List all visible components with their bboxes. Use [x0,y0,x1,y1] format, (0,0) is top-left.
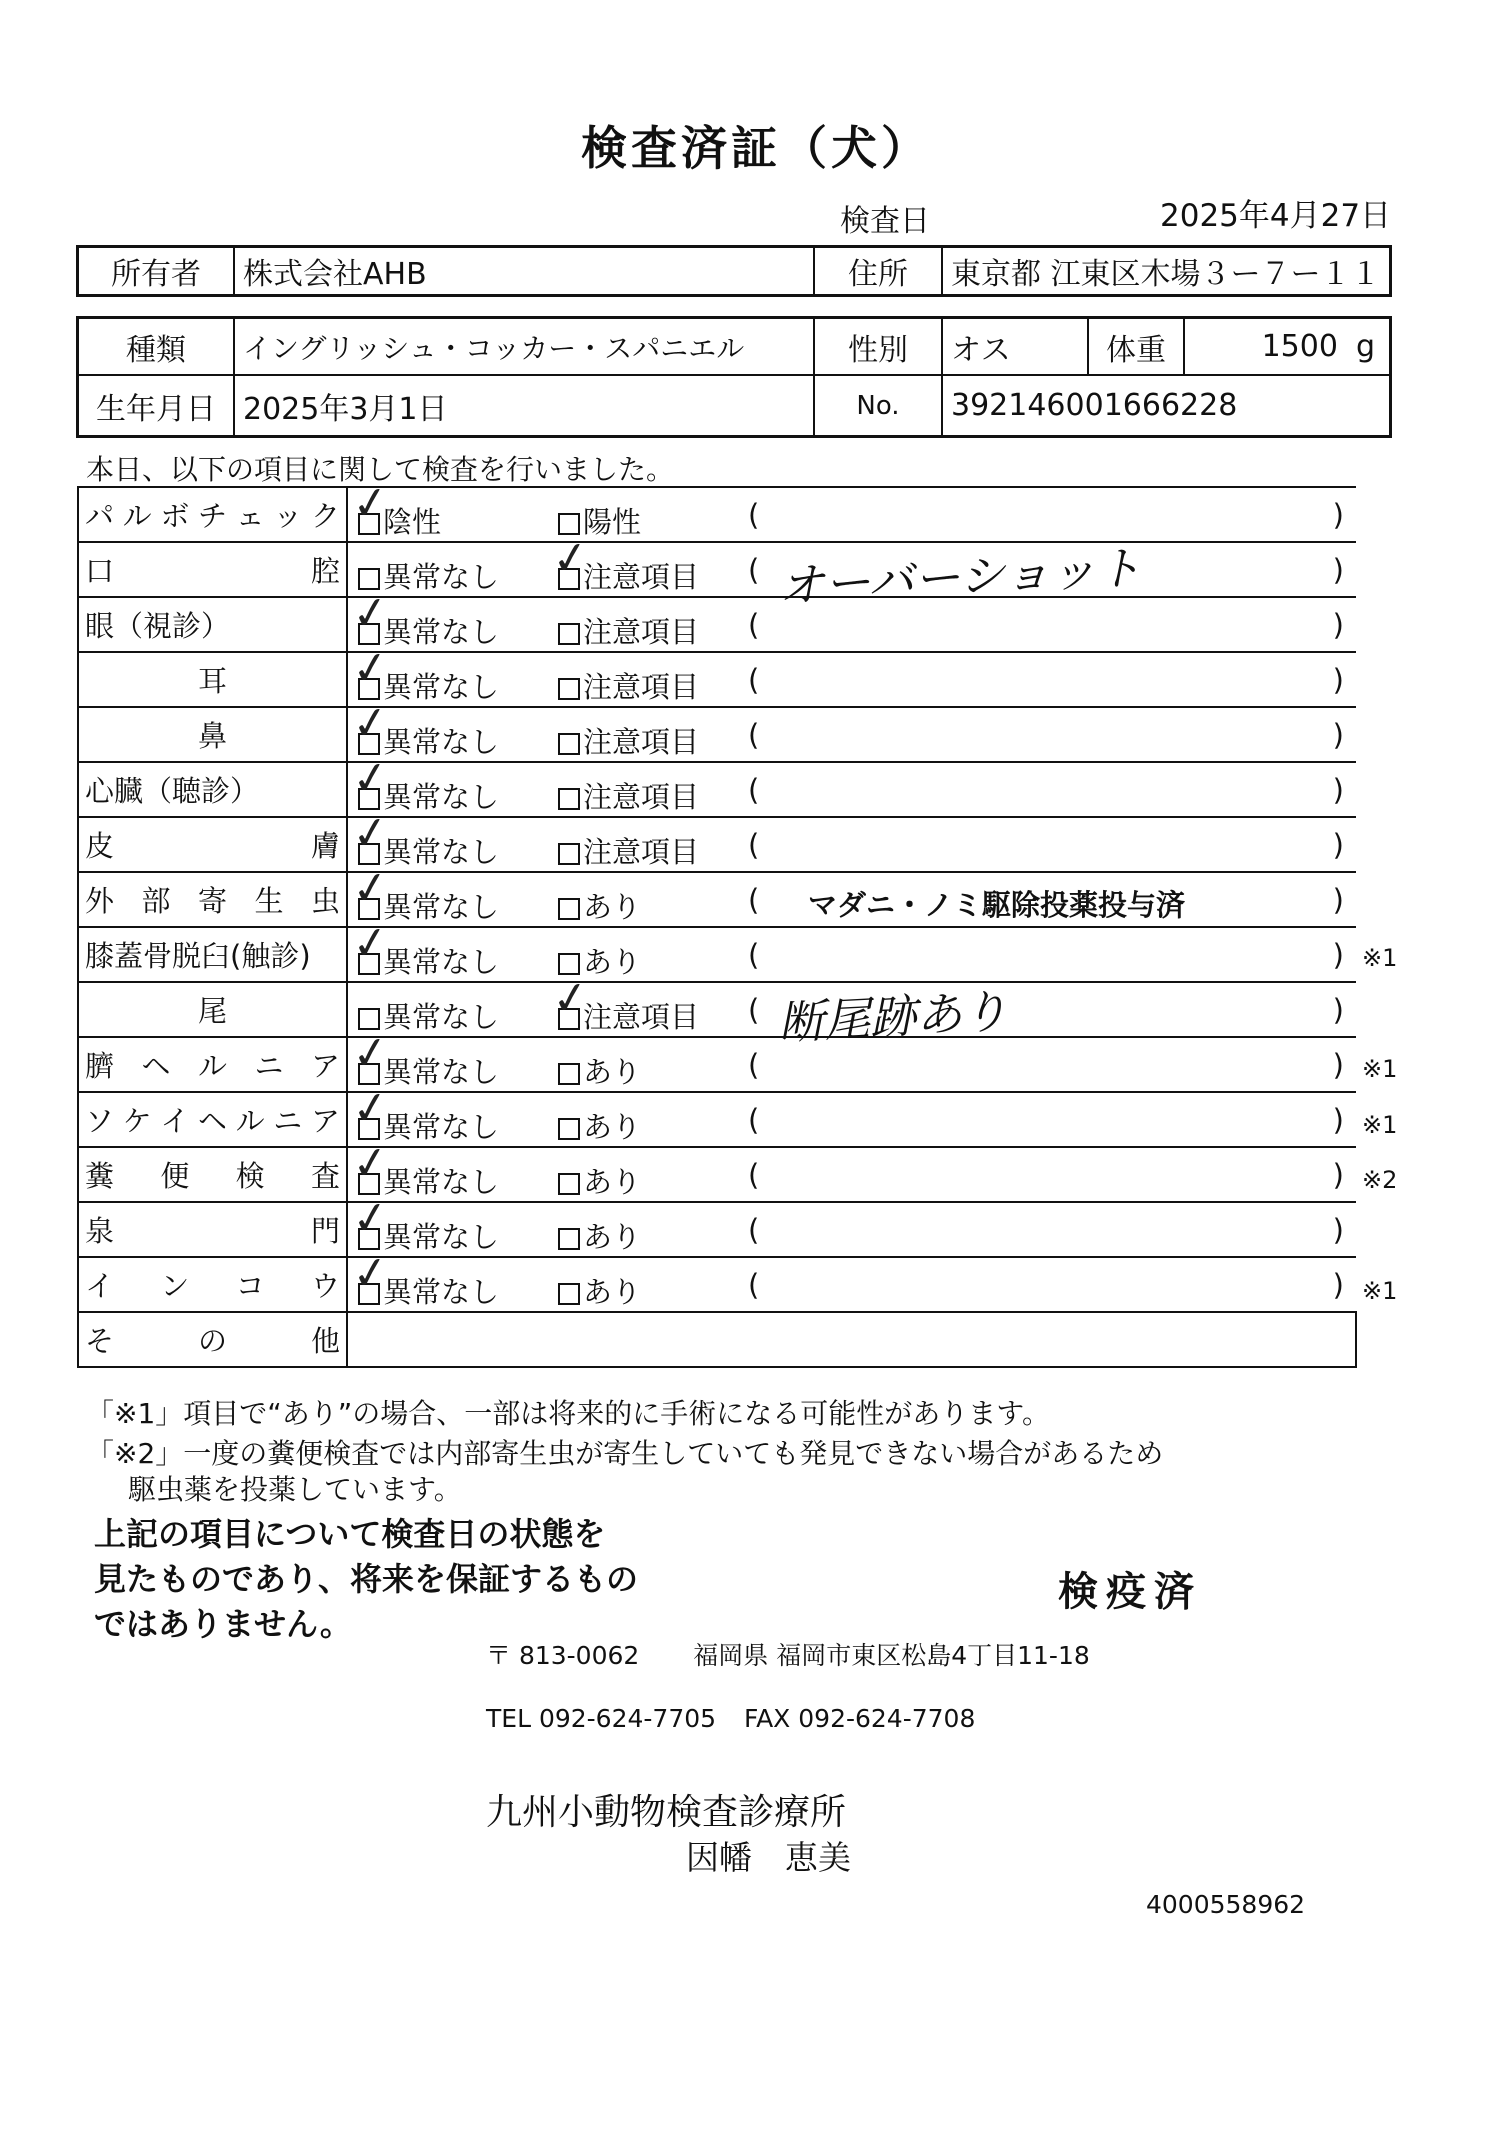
exam-date: 2025年4月27日 [1160,198,1392,234]
paren-close: ) [1332,828,1344,862]
table-row [78,1257,1356,1312]
label-char: 査 [310,1159,340,1193]
label-char: 生 [254,884,284,918]
label-char: 糞 [85,1159,115,1193]
checkbox-icon [558,1283,580,1305]
option-2-label: 注意項目 [583,670,700,704]
footnote-2-cont: 駆虫薬を投薬しています。 [128,1473,462,1506]
exam-result [347,1245,1356,1312]
clinic-address [486,1636,1090,1672]
option-1-label: 異常なし [383,725,500,759]
paren-open: ( [748,718,760,752]
fax: FAX 092-624-7708 [744,1704,976,1733]
checkbox-icon [558,1063,580,1085]
table-row [78,927,1356,982]
paren-close: ) [1332,938,1344,972]
label-char: コ [235,1269,265,1303]
option-1-label: 異常なし [383,670,500,704]
checkbox-icon [558,843,580,865]
paren-open: ( [748,498,760,532]
checkbox-icon [558,733,580,755]
disclaimer-line: 見たものであり、将来を保証するもの [94,1560,639,1598]
option-2[interactable] [558,1270,641,1311]
option-1-label: 異常なし [383,1110,500,1144]
option-2[interactable] [558,885,641,926]
option-2[interactable] [558,665,699,706]
exam-item-name [85,1044,340,1085]
label-char: イ [160,1104,190,1138]
exam-item-label [78,1202,347,1257]
table-row [78,652,1356,707]
intro-text: 本日、以下の項目に関して検査を行いました。 [86,453,675,486]
footnote-1: 「※1」項目で“あり”の場合、一部は将来的に手術になる可能性があります。 [86,1397,1051,1430]
option-2[interactable] [558,1105,641,1146]
exam-item-name [85,879,340,920]
table-row [78,542,1356,597]
exam-item-label [78,817,347,872]
postal-code: 〒 813-0062 [486,1641,640,1670]
check-mark-icon: ✓ [348,915,393,972]
option-1-label: 異常なし [383,1055,500,1089]
check-mark-icon: ✓ [348,1025,393,1082]
dob: 2025年3月1日 [235,376,815,435]
label-char: ボ [160,499,190,533]
weight-label: 体重 [1089,319,1185,374]
option-2[interactable] [558,610,699,651]
footnote-mark: ※1 [1362,1110,1398,1139]
label-char: ッ [273,499,303,533]
exam-item-label [78,1147,347,1202]
footnote-mark: ※2 [1362,1166,1398,1194]
label-char: 寄 [197,884,227,918]
exam-item-label [78,652,347,707]
exam-item-label [78,1257,347,1312]
paren-open: ( [748,773,760,807]
table-row [78,1312,1356,1367]
option-2[interactable] [558,720,699,761]
exam-result [347,915,1356,982]
address-label: 住所 [815,248,943,294]
owner-label: 所有者 [79,248,235,294]
dob-label: 生年月日 [79,376,235,435]
checkbox-icon [558,1228,580,1250]
sex-label: 性別 [815,319,943,374]
label-char: 検 [235,1159,265,1193]
exam-result [347,1025,1356,1092]
exam-result [347,1080,1356,1147]
exam-item-label [78,1312,347,1367]
option-1-label: 異常なし [383,780,500,814]
exam-result [347,585,1356,652]
option-1-label: 異常なし [383,615,500,649]
label-char: 口 [85,554,115,588]
exam-result [347,1190,1356,1257]
table-row [78,1147,1356,1202]
exam-item-name [85,549,340,590]
exam-item-name [85,494,340,535]
option-1-label: 異常なし [383,890,500,924]
exam-result [347,750,1356,817]
check-mark-icon: ✓ [348,695,393,752]
owner-box [76,245,1392,297]
weight-unit: g [1355,329,1375,364]
option-2-label: あり [583,945,642,979]
check-mark-icon: ✓ [348,750,393,807]
table-row [78,762,1356,817]
option-2-label: 陽性 [583,505,642,539]
check-mark-icon: ✓ [348,1190,393,1247]
exam-item-name [85,1264,340,1305]
exam-item-name [85,824,340,865]
document-title: 検査済証（犬） [581,121,931,175]
paren-close: ) [1332,1268,1344,1302]
type-label: 種類 [79,319,235,374]
check-mark-icon: ✓ [348,1080,393,1137]
table-row [78,872,1356,927]
option-2-label: 注意項目 [583,835,700,869]
option-1-label: 異常なし [383,1000,500,1034]
label-char: ヘ [197,1104,227,1138]
footnote-mark: ※1 [1362,1277,1398,1305]
label-char: ク [310,499,340,533]
option-2-label: 注意項目 [583,560,700,594]
paren-open: ( [748,1268,760,1302]
paren-close: ) [1332,608,1344,642]
label-char: チ [197,499,227,533]
label-char: 門 [310,1214,340,1248]
exam-item-label [78,707,347,762]
street-address: 福岡県 福岡市東区松島4丁目11-18 [693,1641,1090,1670]
paren-open: ( [748,553,760,587]
option-2-label: あり [583,1165,642,1199]
option-1-label: 異常なし [383,1220,500,1254]
label-char: パ [85,499,115,533]
exam-date-label: 検査日 [840,204,930,239]
weight: 1500 [1261,329,1338,364]
option-1-label: 異常なし [383,1165,500,1199]
paren-close: ) [1332,498,1344,532]
option-2[interactable] [558,775,699,816]
check-mark-icon: ✓ [348,475,393,532]
table-row [78,982,1356,1037]
option-2-label: あり [583,1055,642,1089]
check-mark-icon: ✓ [348,585,393,642]
option-1-label: 異常なし [383,945,500,979]
checkbox-icon [558,898,580,920]
clinic-contact [486,1704,975,1733]
doctor-name: 因幡 恵美 [686,1838,851,1877]
table-row [78,817,1356,872]
exam-item-name [85,1154,340,1195]
label-char: 外 [85,884,115,918]
exam-item-label [78,1092,347,1147]
checkbox-icon [558,788,580,810]
exam-result [347,970,1356,1050]
table-row [78,707,1356,762]
exam-item-name: 鼻 [197,719,227,753]
label-char: 泉 [85,1214,115,1248]
paren-close: ) [1332,773,1344,807]
exam-result [347,640,1356,707]
exam-item-label [78,487,347,542]
label-char: ケ [122,1104,152,1138]
handwritten-note: オーバーショット [776,540,1144,614]
checkbox-icon [558,623,580,645]
check-mark-icon: ✓ [348,1245,393,1302]
clinic-name: 九州小動物検査診療所 [486,1792,847,1833]
paren-open: ( [748,1048,760,1082]
exam-item-label [78,1037,347,1092]
phone: TEL 092-624-7705 [486,1704,717,1733]
option-1-label: 異常なし [383,835,500,869]
exam-item-label [78,872,347,927]
exam-item-name: 膝蓋骨脱臼(触診) [85,939,311,973]
paren-close: ) [1332,1158,1344,1192]
document-number: 4000558962 [1146,1890,1306,1919]
checkbox-icon [558,1173,580,1195]
option-2-label: あり [583,1220,642,1254]
paren-close: ) [1332,718,1344,752]
label-char: 虫 [310,884,340,918]
exam-item-name [85,1099,340,1140]
paren-close: ) [1332,993,1344,1027]
checkbox-icon [558,678,580,700]
footnote-mark: ※1 [1362,944,1398,972]
table-row [78,597,1356,652]
owner-address: 東京都 江東区木場３ー７ー１１ [951,257,1381,292]
label-char: ニ [254,1049,284,1083]
exam-result [347,530,1356,614]
option-2[interactable] [558,830,699,871]
exam-item-name [85,1319,340,1360]
paren-open: ( [748,663,760,697]
check-mark-icon: ✓ [348,640,393,697]
label-char: 皮 [85,829,115,863]
table-row [78,1092,1356,1147]
option-1-label: 異常なし [383,560,500,594]
option-2-label: 注意項目 [583,725,700,759]
label-char: 膚 [310,829,340,863]
paren-close: ) [1332,1048,1344,1082]
table-row [78,487,1356,542]
exam-table [77,475,1357,1368]
option-2-label: 注意項目 [583,615,700,649]
exam-item-label [78,927,347,982]
label-char: ウ [310,1269,340,1303]
paren-close: ) [1332,663,1344,697]
label-char: そ [85,1324,115,1358]
exam-item-name: 眼（視診） [85,609,231,643]
label-char: イ [85,1269,115,1303]
exam-item-label [78,597,347,652]
disclaimer-line: ではありません。 [94,1605,352,1643]
disclaimer-line: 上記の項目について検査日の状態を [94,1515,606,1553]
option-2[interactable] [558,1215,641,1256]
option-1-label: 陰性 [383,505,442,539]
table-row [78,1037,1356,1092]
label-char: ル [235,1104,265,1138]
owner-name: 株式会社AHB [235,248,815,294]
microchip-no: 392146001666228 [951,388,1238,423]
label-char: の [197,1324,227,1358]
option-2-label: 注意項目 [583,1000,700,1034]
exam-item-label [78,982,347,1037]
exam-item-name [85,1209,340,1250]
label-char: 便 [160,1159,190,1193]
handwritten-note: 断尾跡あり [776,984,1010,1050]
paren-open: ( [748,993,760,1027]
paren-open: ( [748,1103,760,1137]
exam-item-name: 尾 [197,994,227,1028]
label-char: 部 [141,884,171,918]
note-text: マダニ・ノミ駆除投薬投与済 [808,888,1186,922]
paren-open: ( [748,938,760,972]
label-char: ア [310,1104,340,1138]
option-2[interactable] [558,1160,641,1201]
option-2-label: 注意項目 [583,780,700,814]
paren-open: ( [748,608,760,642]
paren-close: ) [1332,553,1344,587]
checkbox-icon [558,1118,580,1140]
exam-item-label [78,542,347,597]
label-char: ル [197,1049,227,1083]
exam-result [347,805,1356,872]
label-char: 臍 [85,1049,115,1083]
label-char: ア [310,1049,340,1083]
paren-close: ) [1332,883,1344,917]
exam-result [347,860,1356,927]
footnote-2: 「※2」一度の糞便検査では内部寄生虫が寄生していても発見できない場合があるため [86,1437,1164,1470]
option-2-label: あり [583,1110,642,1144]
breed: イングリッシュ・コッカー・スパニエル [235,319,815,374]
animal-box [76,316,1392,438]
check-mark-icon: ✓ [348,805,393,862]
exam-result [347,1135,1356,1202]
table-row [78,1202,1356,1257]
footnote-mark: ※1 [1362,1055,1398,1083]
option-2[interactable] [558,1050,641,1091]
label-char: 他 [310,1324,340,1358]
option-2-label: あり [583,890,642,924]
paren-open: ( [748,828,760,862]
option-1-label: 異常なし [383,1275,500,1309]
label-char: ニ [273,1104,303,1138]
disclaimer [94,1512,638,1647]
paren-open: ( [748,883,760,917]
check-mark-icon: ✓ [348,1135,393,1192]
paren-open: ( [748,1158,760,1192]
quarantine-stamp: 検疫済 [1058,1569,1202,1615]
exam-result [347,1312,1356,1367]
paren-close: ) [1332,1213,1344,1247]
label-char: ル [122,499,152,533]
no-label: No. [815,376,943,435]
exam-item-name: 心臓（聴診） [85,774,260,808]
option-2-label: あり [583,1275,642,1309]
label-char: ェ [235,499,265,533]
check-mark-icon: ✓ [548,970,593,1027]
check-mark-icon: ✓ [548,530,593,587]
exam-result [347,475,1356,542]
sex: オス [943,319,1089,374]
exam-result [347,695,1356,762]
label-char: 腔 [310,554,340,588]
paren-open: ( [748,1213,760,1247]
exam-item-label [78,762,347,817]
label-char: ヘ [141,1049,171,1083]
label-char: ン [160,1269,190,1303]
check-mark-icon: ✓ [348,860,393,917]
exam-item-name: 耳 [197,664,227,698]
paren-close: ) [1332,1103,1344,1137]
label-char: ソ [85,1104,115,1138]
